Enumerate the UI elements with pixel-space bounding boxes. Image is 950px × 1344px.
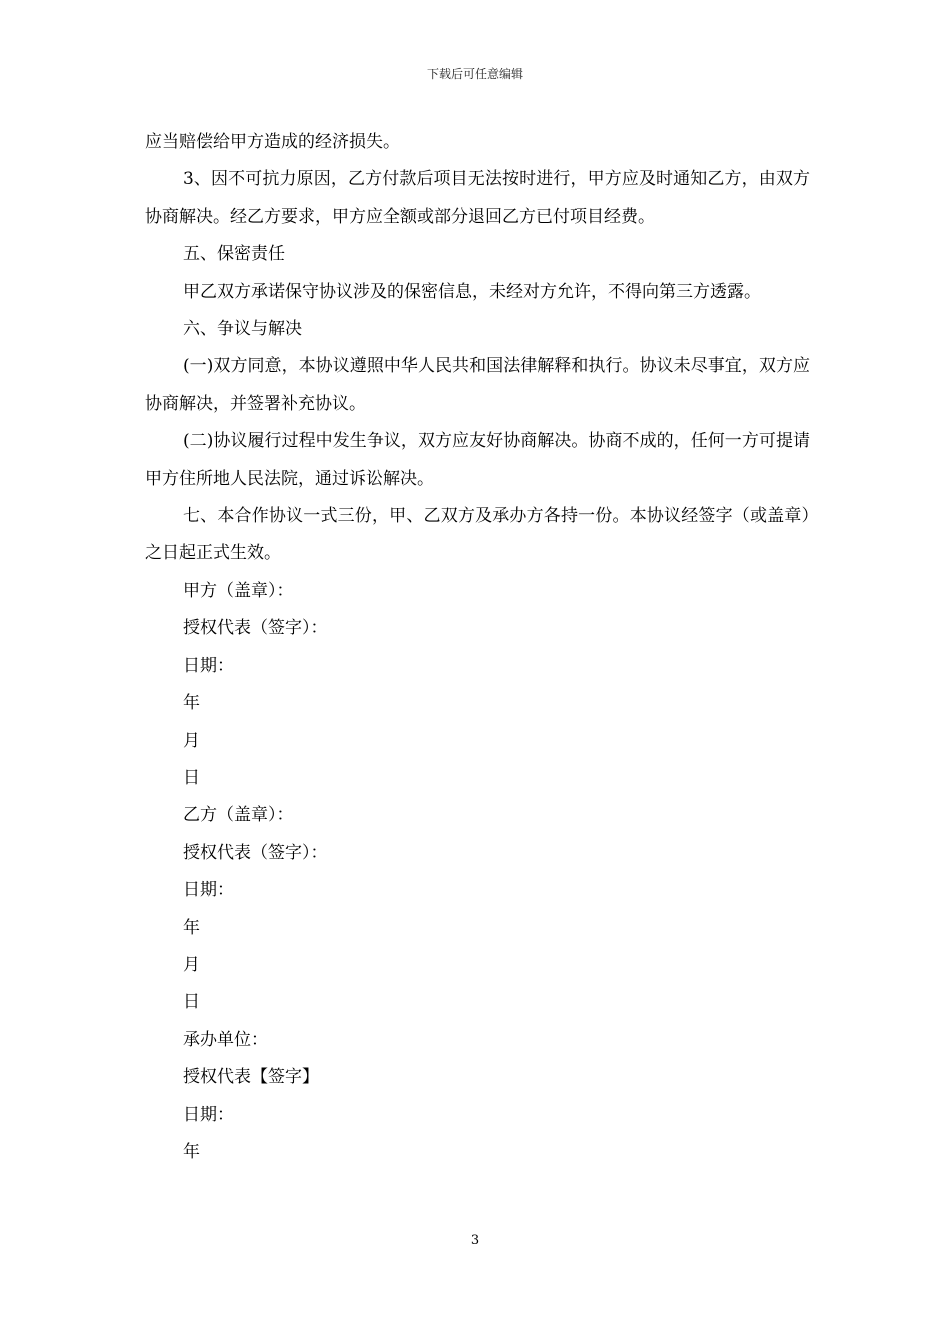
party-b-representative-line: 授权代表（签字）： xyxy=(183,842,328,863)
page-number: 3 xyxy=(470,1233,480,1248)
paragraph-confidentiality: 甲乙双方承诺保守协议涉及的保密信息，未经对方允许，不得向第三方透露。 xyxy=(183,281,761,302)
party-a-seal-line: 甲方（盖章）： xyxy=(183,580,294,601)
section-heading-confidentiality: 五、保密责任 xyxy=(183,244,285,265)
party-b-year: 年 xyxy=(183,917,200,938)
organizer-line: 承办单位： xyxy=(183,1029,268,1050)
paragraph-continuation: 应当赔偿给甲方造成的经济损失。 xyxy=(145,132,400,152)
paragraph-force-majeure: 3、因不可抗力原因，乙方付款后项目无法按时进行，甲方应及时通知乙方，由双方协商解决。经乙方要求，甲方应全额或部分退回乙方已付项目经费。 xyxy=(145,169,810,227)
section-heading-disputes: 六、争议与解决 xyxy=(183,319,302,340)
party-a-month: 月 xyxy=(183,730,200,751)
party-b-month: 月 xyxy=(183,954,200,975)
document-body xyxy=(145,124,810,1171)
organizer-year: 年 xyxy=(183,1141,200,1162)
paragraph-copies-effective: 七、本合作协议一式三份，甲、乙双方及承办方各持一份。本协议经签字（或盖章）之日起正式生效。 xyxy=(145,506,810,564)
party-b-date-line: 日期： xyxy=(183,880,234,901)
party-a-date-line: 日期： xyxy=(183,655,234,676)
page-header: 下载后可任意编辑 xyxy=(426,67,523,81)
party-b-day: 日 xyxy=(183,992,200,1013)
organizer-representative-line: 授权代表【签字】 xyxy=(183,1067,319,1088)
paragraph-dispute-2: (二)协议履行过程中发生争议，双方应友好协商解决。协商不成的，任何一方可提请甲方住所地人民法院，通过诉讼解决。 xyxy=(145,431,810,489)
organizer-date-line: 日期： xyxy=(183,1104,234,1125)
party-a-representative-line: 授权代表（签字）： xyxy=(183,618,328,639)
party-b-seal-line: 乙方（盖章）： xyxy=(183,805,294,826)
paragraph-dispute-1: (一)双方同意，本协议遵照中华人民共和国法律解释和执行。协议未尽事宜，双方应协商解决，并签署补充协议。 xyxy=(145,356,810,414)
party-a-year: 年 xyxy=(183,693,200,714)
party-a-day: 日 xyxy=(183,767,200,788)
